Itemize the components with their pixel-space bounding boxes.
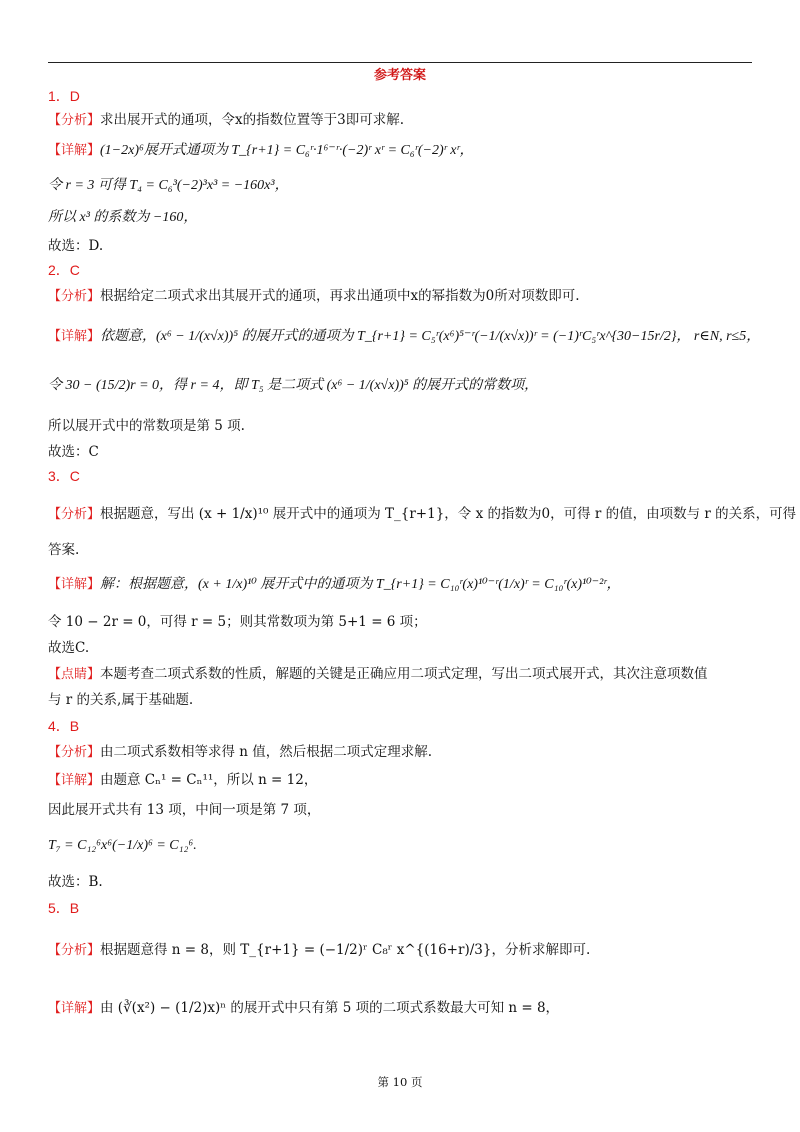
header-rule — [48, 62, 752, 63]
q4-number: 4．B — [48, 718, 80, 734]
q3-comment-cont: 与 r 的关系,属于基础题. — [48, 692, 194, 708]
q1-detail: 【详解】(1−2x)⁶展开式通项为 T_{r+1} = C₆ʳ·1⁶⁻ʳ·(−2)ʳ xʳ = C₆ʳ(−2)ʳ xʳ， — [48, 143, 474, 158]
q5-number: 5．B — [48, 900, 80, 916]
q2-number: 2．C — [48, 262, 80, 278]
q2-step: 令 30 − (15/2)r = 0，得 r = 4，即 T₅ 是二项式 (x⁶ − 1/(x√x))⁵ 的展开式的常数项， — [48, 378, 539, 393]
q1-step: 所以 x³ 的系数为 −160， — [48, 210, 198, 225]
q3-analysis: 【分析】根据题意，写出 (x + 1/x)¹⁰ 展开式中的通项为 T_{r+1}，令 x 的指数为0，可得 r 的值，由项数与 r 的关系，可得 — [48, 506, 797, 522]
q1-choice: 故选：D. — [48, 238, 104, 254]
q1-number: 1．D — [48, 88, 80, 104]
q2-detail: 【详解】依题意，(x⁶ − 1/(x√x))⁵ 的展开式的通项为 T_{r+1} = C₅ʳ(x⁶)⁵⁻ʳ(−1/(x√x))ʳ = (−1)ʳC₅ʳx^{30−15r/2}， r∈N, r≤5， — [48, 329, 761, 344]
q3-number: 3．C — [48, 468, 80, 484]
q3-analysis-cont: 答案. — [48, 542, 80, 558]
q2-choice: 故选：C — [48, 444, 99, 460]
q3-detail: 【详解】解：根据题意，(x + 1/x)¹⁰ 展开式中的通项为 T_{r+1} = C₁₀ʳ(x)¹⁰⁻ʳ(1/x)ʳ = C₁₀ʳ(x)¹⁰⁻²ʳ， — [48, 577, 621, 592]
q3-comment: 【点睛】本题考查二项式系数的性质，解题的关键是正确应用二项式定理，写出二项式展开式，其次注意项数值 — [48, 666, 708, 682]
q3-choice: 故选C. — [48, 640, 90, 656]
q3-step: 令 10 − 2r = 0，可得 r = 5；则其常数项为第 5+1 = 6 项； — [48, 614, 427, 630]
q1-analysis: 【分析】求出展开式的通项，令x的指数位置等于3即可求解. — [48, 112, 405, 128]
page-footer: 第 10 页 — [377, 1075, 423, 1089]
q4-analysis: 【分析】由二项式系数相等求得 n 值，然后根据二项式定理求解. — [48, 744, 433, 760]
q4-detail: 【详解】由题意 Cₙ¹ = Cₙ¹¹，所以 n = 12， — [48, 772, 318, 788]
q5-analysis: 【分析】根据题意得 n = 8，则 T_{r+1} = (−1/2)ʳ C₈ʳ x^{(16+r)/3}，分析求解即可. — [48, 942, 591, 958]
q1-step: 令 r = 3 可得 T₄ = C₆³(−2)³x³ = −160x³， — [48, 178, 289, 193]
q2-step: 所以展开式中的常数项是第 5 项. — [48, 418, 245, 434]
q4-choice: 故选：B. — [48, 874, 103, 890]
page-title: 参考答案 — [373, 68, 426, 83]
q4-step: T₇ = C₁₂⁶x⁶(−1/x)⁶ = C₁₂⁶. — [48, 838, 197, 853]
q2-analysis: 【分析】根据给定二项式求出其展开式的通项，再求出通项中x的幂指数为0所对项数即可. — [48, 288, 580, 304]
q4-step: 因此展开式共有 13 项，中间一项是第 7 项， — [48, 802, 321, 818]
q5-detail: 【详解】由 (∛(x²) − (1/2)x)ⁿ 的展开式中只有第 5 项的二项式系数最大可知 n = 8， — [48, 1000, 560, 1016]
